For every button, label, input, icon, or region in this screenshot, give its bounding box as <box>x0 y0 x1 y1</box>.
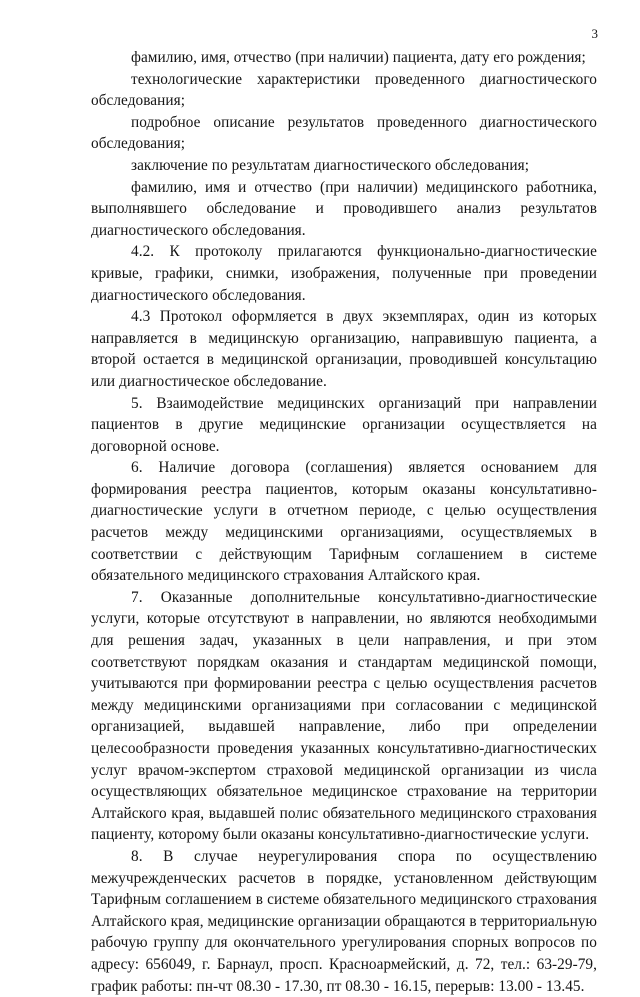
paragraph-medical-worker: фамилию, имя и отчество (при наличии) медицинского работника, выполнявшего обследование и проводившего анализ результатов диагностического обследования. <box>91 178 597 239</box>
paragraph-7: 7. Оказанные дополнительные консультативно-диагностические услуги, которые отсутствуют в направлении, но являются необходимыми для решения задач, указанных в цели направления, и при этом соответствуют порядкам оказания и стандартам медицинской помощи, учитываются при формировании реестра с целью осуществления расчетов между медицинскими организациями при согласовании с медицинской организацией, выдавшей направление, либо при определении целесообразности проведения указанных консультативно-диагностических услуг врачом-экспертом страховой медицинской организации из числа осуществляющих обязательное медицинское страхование на территории Алтайского края, выдавшей полис обязательного медицинского страхования пациенту, которому были оказаны консультативно-диагностические услуги. <box>91 588 597 844</box>
paragraph-conclusion: заключение по результатам диагностического обследования; <box>131 156 530 174</box>
paragraph-results-description: подробное описание результатов проведенного диагностического обследования; <box>91 113 597 153</box>
paragraph-5: 5. Взаимодействие медицинских организаций при направлении пациентов в другие медицинские организации осуществляется на договорной основе. <box>91 394 597 455</box>
paragraph-4-3: 4.3 Протокол оформляется в двух экземплярах, один из которых направляется в медицинскую организацию, направившую пациента, а второй остается в медицинской организации, проводившей консультацию или диагностическое обследование. <box>91 308 597 390</box>
paragraph-patient-name: фамилию, имя, отчество (при наличии) пациента, дату его рождения; <box>131 49 586 66</box>
paragraph-4-2: 4.2. К протоколу прилагаются функционально-диагностические кривые, графики, снимки, изображения, полученные при проведении диагностического обследования. <box>91 243 597 304</box>
page-number: 3 <box>591 26 598 41</box>
paragraph-6: 6. Наличие договора (соглашения) является основанием для формирования реестра пациентов, которым оказаны консультативно-диагностические услуги в отчетном периоде, с целью осуществления расчетов между медицинскими организациями, осуществляемых в соответствии с действующим Тарифным соглашением в системе обязательного медицинского страхования Алтайского края. <box>91 459 597 585</box>
paragraph-8: 8. В случае неурегулирования спора по осуществлению межучрежденческих расчетов в порядке, установленном действующим Тарифным соглашением в системе обязательного медицинского страхования Алтайского края, медицинские организации обращаются в территориальную рабочую группу для окончательного урегулирования спорных вопросов по адресу: 656049, г. Барнаул, просп. Красноармейский, д. 72, тел.: 63-29-79, график работы: пн-чт 08.30 - 17.30, пт 08.30 - 16.15, перерыв: 13.00 - 13.45. <box>91 847 597 995</box>
paragraph-tech-characteristics: технологические характеристики проведенного диагностического обследования; <box>91 70 597 110</box>
document-body <box>91 47 597 997</box>
